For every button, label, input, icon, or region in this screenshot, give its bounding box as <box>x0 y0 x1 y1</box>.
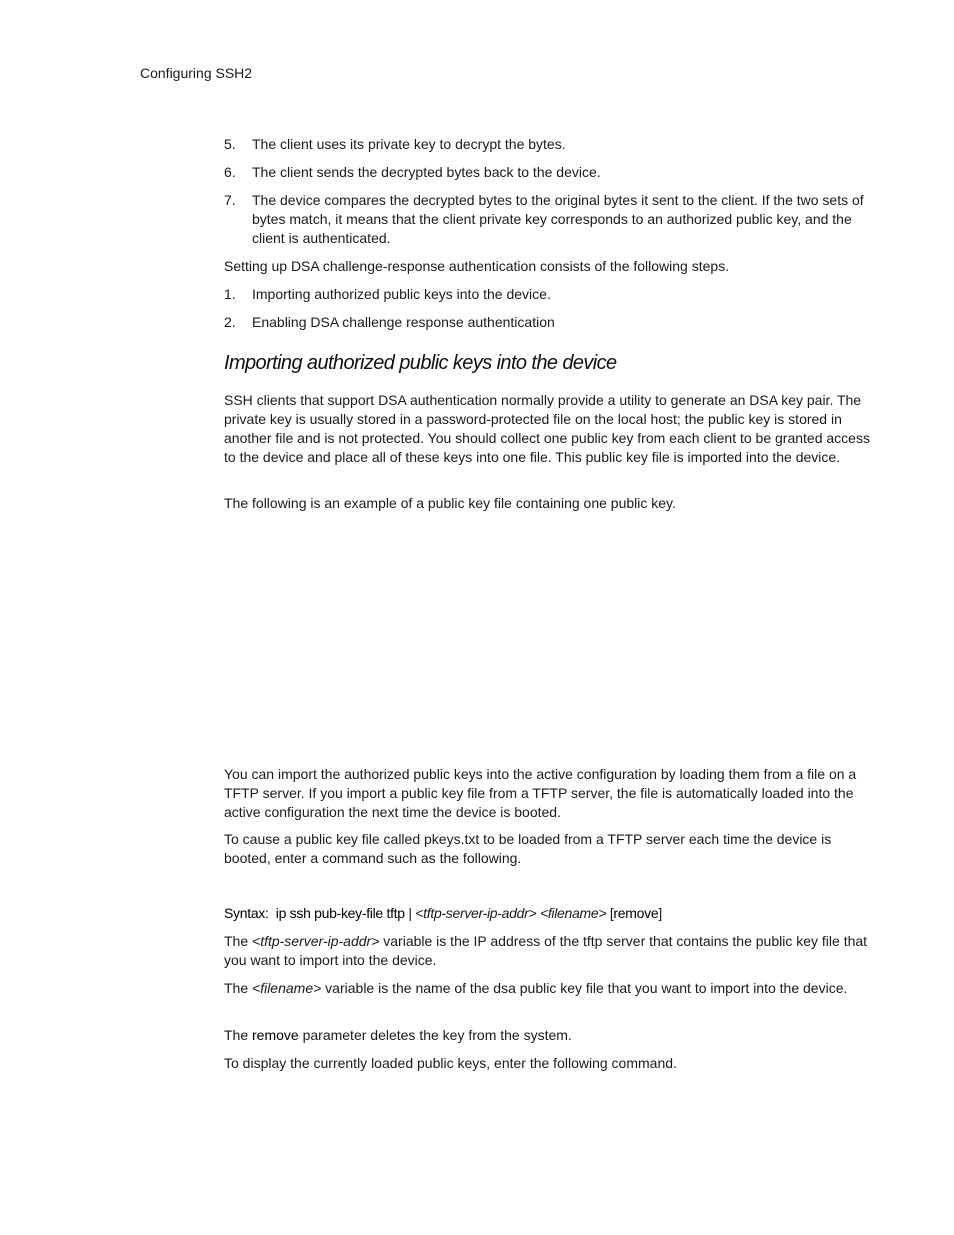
step-list-a <box>224 135 874 248</box>
desc-var-filename: <filename> <box>252 980 322 996</box>
desc-remove-paragraph <box>224 1026 874 1045</box>
list-item <box>224 285 874 304</box>
desc-remove-text: parameter deletes the key from the system. <box>298 1027 572 1043</box>
list-number: 6. <box>224 164 236 180</box>
syntax-command: ip ssh pub-key-file tftp <box>275 905 405 921</box>
running-header: Configuring SSH2 <box>140 65 253 81</box>
section-paragraph-2: The following is an example of a public key file containing one public key. <box>224 495 676 511</box>
section-paragraph-1: SSH clients that support DSA authentication normally provide a utility to generate an DSA key pair. The private key is usually stored in a password-protected file on the local host; the public key is stored in another file and is not protected. You should collect one public key from each client to be granted access to the device and place all of these keys into one file. This public key file is imported into the device. <box>224 392 870 465</box>
desc-filename-text: variable is the name of the dsa public key file that you want to import into the device. <box>321 980 848 996</box>
list-text: The client uses its private key to decrypt the bytes. <box>252 136 566 152</box>
desc-filename-paragraph <box>224 979 874 998</box>
syntax-close-bracket: ] <box>658 905 662 921</box>
list-item <box>224 191 874 248</box>
desc-display-paragraph: To display the currently loaded public keys, enter the following command. <box>224 1055 677 1071</box>
desc-the: The <box>224 1027 249 1043</box>
syntax-open-bracket: [ <box>609 905 614 921</box>
section-paragraph-3: You can import the authorized public keys into the active configuration by loading them from a file on a TFTP server. If you import a public key file from a TFTP server, the file is automatically loaded into the active configuration the next time the device is booted. <box>224 766 857 820</box>
section-paragraph-4: To cause a public key file called pkeys.txt to be loaded from a TFTP server each time the device is booted, enter a command such as the following. <box>224 831 832 866</box>
desc-server-text: variable is the IP address of the tftp server that contains the public key file that you want to import into the device. <box>224 933 868 968</box>
desc-the: The <box>224 933 249 949</box>
list-number: 1. <box>224 286 236 302</box>
syntax-line <box>224 905 874 921</box>
desc-remove-keyword: remove <box>252 1027 299 1043</box>
syntax-arg-server: <tftp-server-ip-addr> <box>415 905 537 921</box>
list-number: 5. <box>224 136 236 152</box>
list-text: The client sends the decrypted bytes back to the device. <box>252 164 601 180</box>
list-item <box>224 163 874 182</box>
list-text: The device compares the decrypted bytes to the original bytes it sent to the client. If the two sets of bytes match, it means that the client private key corresponds to an authorized public key, and the client is authenticated. <box>252 192 864 246</box>
step-list-b <box>224 285 874 332</box>
list-text: Importing authorized public keys into the device. <box>252 286 551 302</box>
list-number: 2. <box>224 314 236 330</box>
syntax-arg-filename: <filename> <box>539 905 607 921</box>
desc-var-server: <tftp-server-ip-addr> <box>252 933 380 949</box>
list-number: 7. <box>224 192 236 208</box>
desc-the: The <box>224 980 249 996</box>
list-item <box>224 313 874 332</box>
list-item <box>224 135 874 154</box>
syntax-pipe: | <box>408 905 412 921</box>
desc-server-paragraph <box>224 932 874 970</box>
list-text: Enabling DSA challenge response authentication <box>252 314 555 330</box>
section-heading: Importing authorized public keys into the device <box>224 352 617 374</box>
syntax-option-remove: remove <box>613 905 659 921</box>
intro-steps-paragraph: Setting up DSA challenge-response authentication consists of the following steps. <box>224 258 730 274</box>
syntax-label: Syntax: <box>224 905 269 921</box>
